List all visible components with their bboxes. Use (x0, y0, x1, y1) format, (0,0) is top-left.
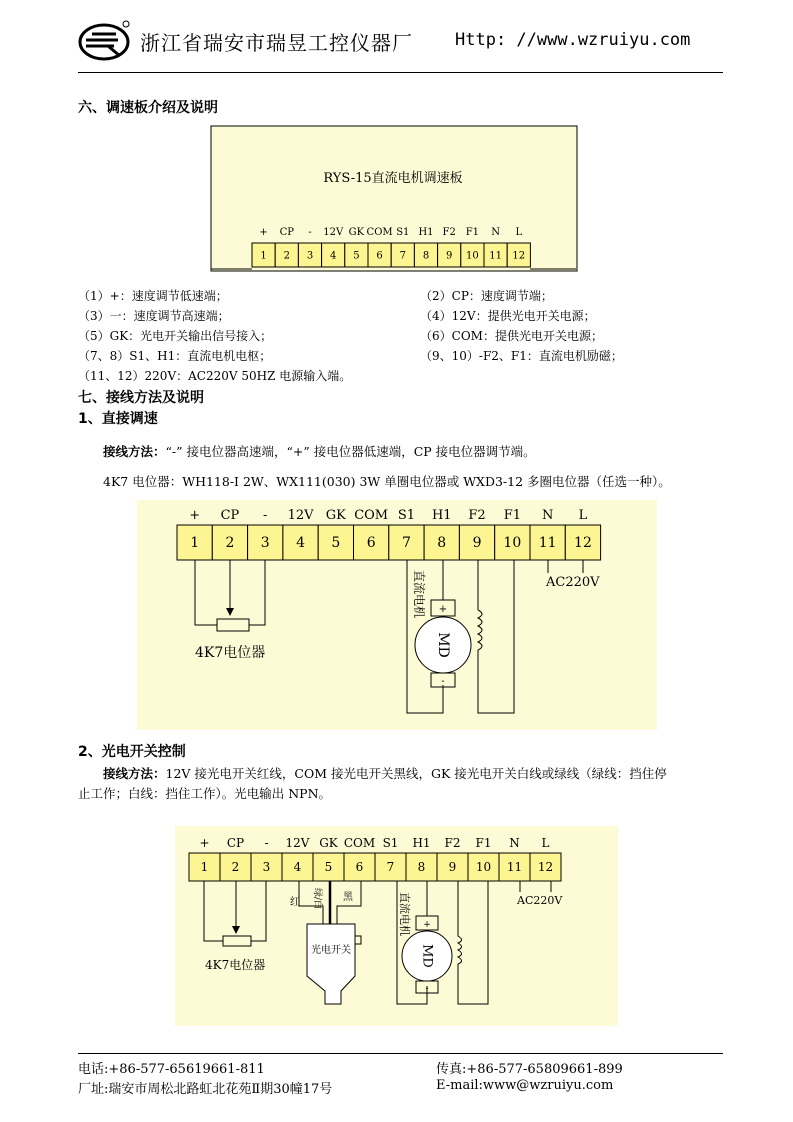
sub1-instruction (103, 442, 536, 460)
terminal-label-2: CP (226, 836, 245, 850)
wire-green-white: 绿/白 (312, 888, 322, 910)
company-name: 浙江省瑞安市瑞昱工控仪器厂 (140, 31, 413, 55)
footer-fax: 传真:+86-577-65809661-899 (436, 1062, 623, 1077)
desc-8: （9、10）-F2、F1：直流电机励磁； (420, 349, 623, 363)
terminal-label-8: H1 (418, 227, 434, 238)
desc-9: （11、12）220V：AC220V 50HZ 电源输入端。 (78, 369, 352, 383)
terminal-number-7: 7 (401, 535, 411, 552)
terminal-number-12: 12 (512, 250, 526, 262)
terminal-label-3: - (263, 508, 268, 523)
terminal-label-8: H1 (431, 508, 452, 523)
terminal-number-4: 4 (293, 860, 302, 874)
terminal-number-9: 9 (448, 860, 457, 874)
pot-label-1: 4K7电位器 (195, 645, 266, 661)
terminal-label-7: S1 (396, 227, 410, 238)
terminal-number-12: 12 (574, 535, 592, 552)
terminal-label-3: - (264, 836, 269, 850)
terminal-number-7: 7 (399, 250, 406, 262)
motor-minus-1: - (441, 676, 445, 687)
terminal-number-8: 8 (422, 250, 430, 262)
terminal-label-10: F1 (465, 227, 480, 238)
sub2-title: 2、光电开关控制 (78, 744, 186, 760)
terminal-label-5: GK (319, 836, 338, 850)
desc-3: （3）一：速度调节高速端； (78, 309, 230, 323)
sub2-label: 接线方法： (103, 766, 166, 781)
terminal-number-3: 3 (306, 250, 314, 262)
desc-4: （4）12V：提供光电开关电源； (420, 309, 596, 323)
terminal-number-10: 10 (503, 535, 522, 552)
motor-label-1: MD (435, 632, 451, 658)
footer-address: 厂址:瑞安市周松北路虹北花苑Ⅱ期30幢17号 (78, 1082, 333, 1097)
terminal-label-5: GK (348, 227, 365, 238)
terminal-label-6: COM (343, 836, 376, 850)
terminal-number-1: 1 (190, 535, 200, 552)
board-name: RYS-15直流电机调速板 (323, 171, 463, 186)
motor-plus-2: + (423, 920, 431, 930)
footer-tel: 电话:+86-577-65619661-811 (78, 1062, 265, 1077)
terminal-label-7: S1 (397, 508, 416, 523)
desc-7: （7、8）S1、H1：直流电机电枢； (78, 349, 272, 363)
terminal-number-6: 6 (376, 250, 383, 262)
terminal-label-12: L (541, 836, 550, 850)
terminal-label-11: N (541, 508, 554, 523)
terminal-label-4: 12V (287, 508, 314, 523)
ac-label-1: AC220V (546, 575, 600, 590)
terminal-number-11: 11 (506, 860, 523, 874)
motor-side-2: 直流电机 (398, 892, 411, 936)
terminal-label-10: F1 (503, 508, 521, 523)
terminal-number-11: 11 (489, 250, 502, 262)
sub2-line1: 12V 接光电开关红线，COM 接光电开关黑线，GK 接光电开关白线或绿线（绿线：挡住停 (165, 766, 667, 781)
terminal-number-5: 5 (331, 535, 341, 552)
terminal-label-4: 12V (285, 836, 310, 850)
motor-minus-2: - (425, 984, 429, 994)
header-divider (78, 72, 723, 73)
wiring-diagram-sensor (175, 826, 618, 1026)
desc-1: （1）+：速度调节低速端； (78, 289, 228, 303)
terminal-number-7: 7 (386, 860, 395, 874)
terminal-label-6: COM (366, 227, 393, 238)
section7-title: 七、接线方法及说明 (78, 390, 204, 406)
section6-title: 六、调速板介绍及说明 (78, 100, 218, 116)
terminal-number-3: 3 (262, 860, 271, 874)
terminal-number-9: 9 (446, 250, 453, 262)
terminal-number-9: 9 (472, 535, 482, 552)
desc-6: （6）COM：提供光电开关电源； (420, 329, 603, 343)
terminal-label-5: GK (325, 508, 346, 523)
sub2-instruction (103, 764, 667, 782)
terminal-number-6: 6 (366, 535, 376, 552)
desc-2: （2）CP：速度调节端； (420, 289, 553, 303)
terminal-number-1: 1 (200, 860, 209, 874)
board-diagram (210, 125, 580, 275)
motor-side-1: 直流电机 (412, 570, 426, 619)
terminal-label-9: F2 (444, 836, 461, 850)
terminal-label-1: + (199, 836, 210, 850)
sub2-line2: 止工作；白线：挡住工作）。光电输出 NPN。 (78, 786, 332, 801)
terminal-number-6: 6 (355, 860, 364, 874)
terminal-number-4: 4 (330, 250, 337, 262)
terminal-label-12: L (515, 227, 523, 238)
terminal-label-11: N (491, 227, 500, 238)
sub1-line2: 4K7 电位器：WH118-I 2W、WX111(030) 3W 单圈电位器或 WXD3-12 多圈电位器（任选一种）。 (103, 474, 671, 489)
company-url[interactable]: Http: //www.wzruiyu.com (455, 30, 691, 50)
terminal-number-2: 2 (283, 250, 290, 262)
sub1-line1: “-” 接电位器高速端，“+” 接电位器低速端，CP 接电位器调节端。 (165, 444, 536, 459)
terminal-label-2: CP (220, 508, 240, 523)
terminal-label-3: - (308, 227, 312, 238)
company-logo (78, 18, 132, 62)
terminal-label-7: S1 (382, 836, 399, 850)
footer-email[interactable]: E-mail:www@wzruiyu.com (436, 1078, 614, 1093)
terminal-number-10: 10 (475, 860, 492, 874)
terminal-number-2: 2 (231, 860, 240, 874)
footer-divider (78, 1053, 723, 1054)
motor-label-2: MD (419, 944, 435, 968)
ac-label-2: AC220V (517, 894, 563, 907)
terminal-number-1: 1 (260, 250, 267, 262)
pot-label-2: 4K7电位器 (205, 958, 266, 972)
terminal-number-5: 5 (324, 860, 333, 874)
terminal-label-9: F2 (442, 227, 456, 238)
terminal-label-11: N (509, 836, 520, 850)
terminal-number-3: 3 (260, 535, 270, 552)
terminal-label-10: F1 (475, 836, 492, 850)
terminal-number-11: 11 (538, 535, 557, 552)
terminal-number-8: 8 (417, 860, 426, 874)
terminal-label-1: + (189, 508, 201, 523)
terminal-number-8: 8 (437, 535, 447, 552)
terminal-label-2: CP (279, 227, 294, 238)
motor-plus-1: + (438, 604, 448, 615)
terminal-number-12: 12 (537, 860, 554, 874)
wiring-diagram-direct (137, 500, 657, 730)
terminal-label-4: 12V (323, 227, 344, 238)
sensor-label: 光电开关 (311, 945, 351, 956)
wire-black: 黑 (343, 892, 353, 903)
terminal-number-10: 10 (466, 250, 479, 262)
terminal-label-12: L (578, 508, 588, 523)
terminal-label-6: COM (354, 508, 389, 523)
sub1-label: 接线方法： (103, 444, 166, 459)
terminal-label-8: H1 (412, 836, 431, 850)
sub1-title: 1、直接调速 (78, 411, 158, 427)
wire-red: 红 (290, 897, 300, 908)
terminal-label-9: F2 (468, 508, 486, 523)
terminal-number-4: 4 (296, 535, 306, 552)
terminal-label-1: + (259, 227, 268, 238)
desc-5: （5）GK：光电开关输出信号接入； (78, 329, 273, 343)
terminal-number-2: 2 (225, 535, 235, 552)
terminal-number-5: 5 (353, 250, 360, 262)
